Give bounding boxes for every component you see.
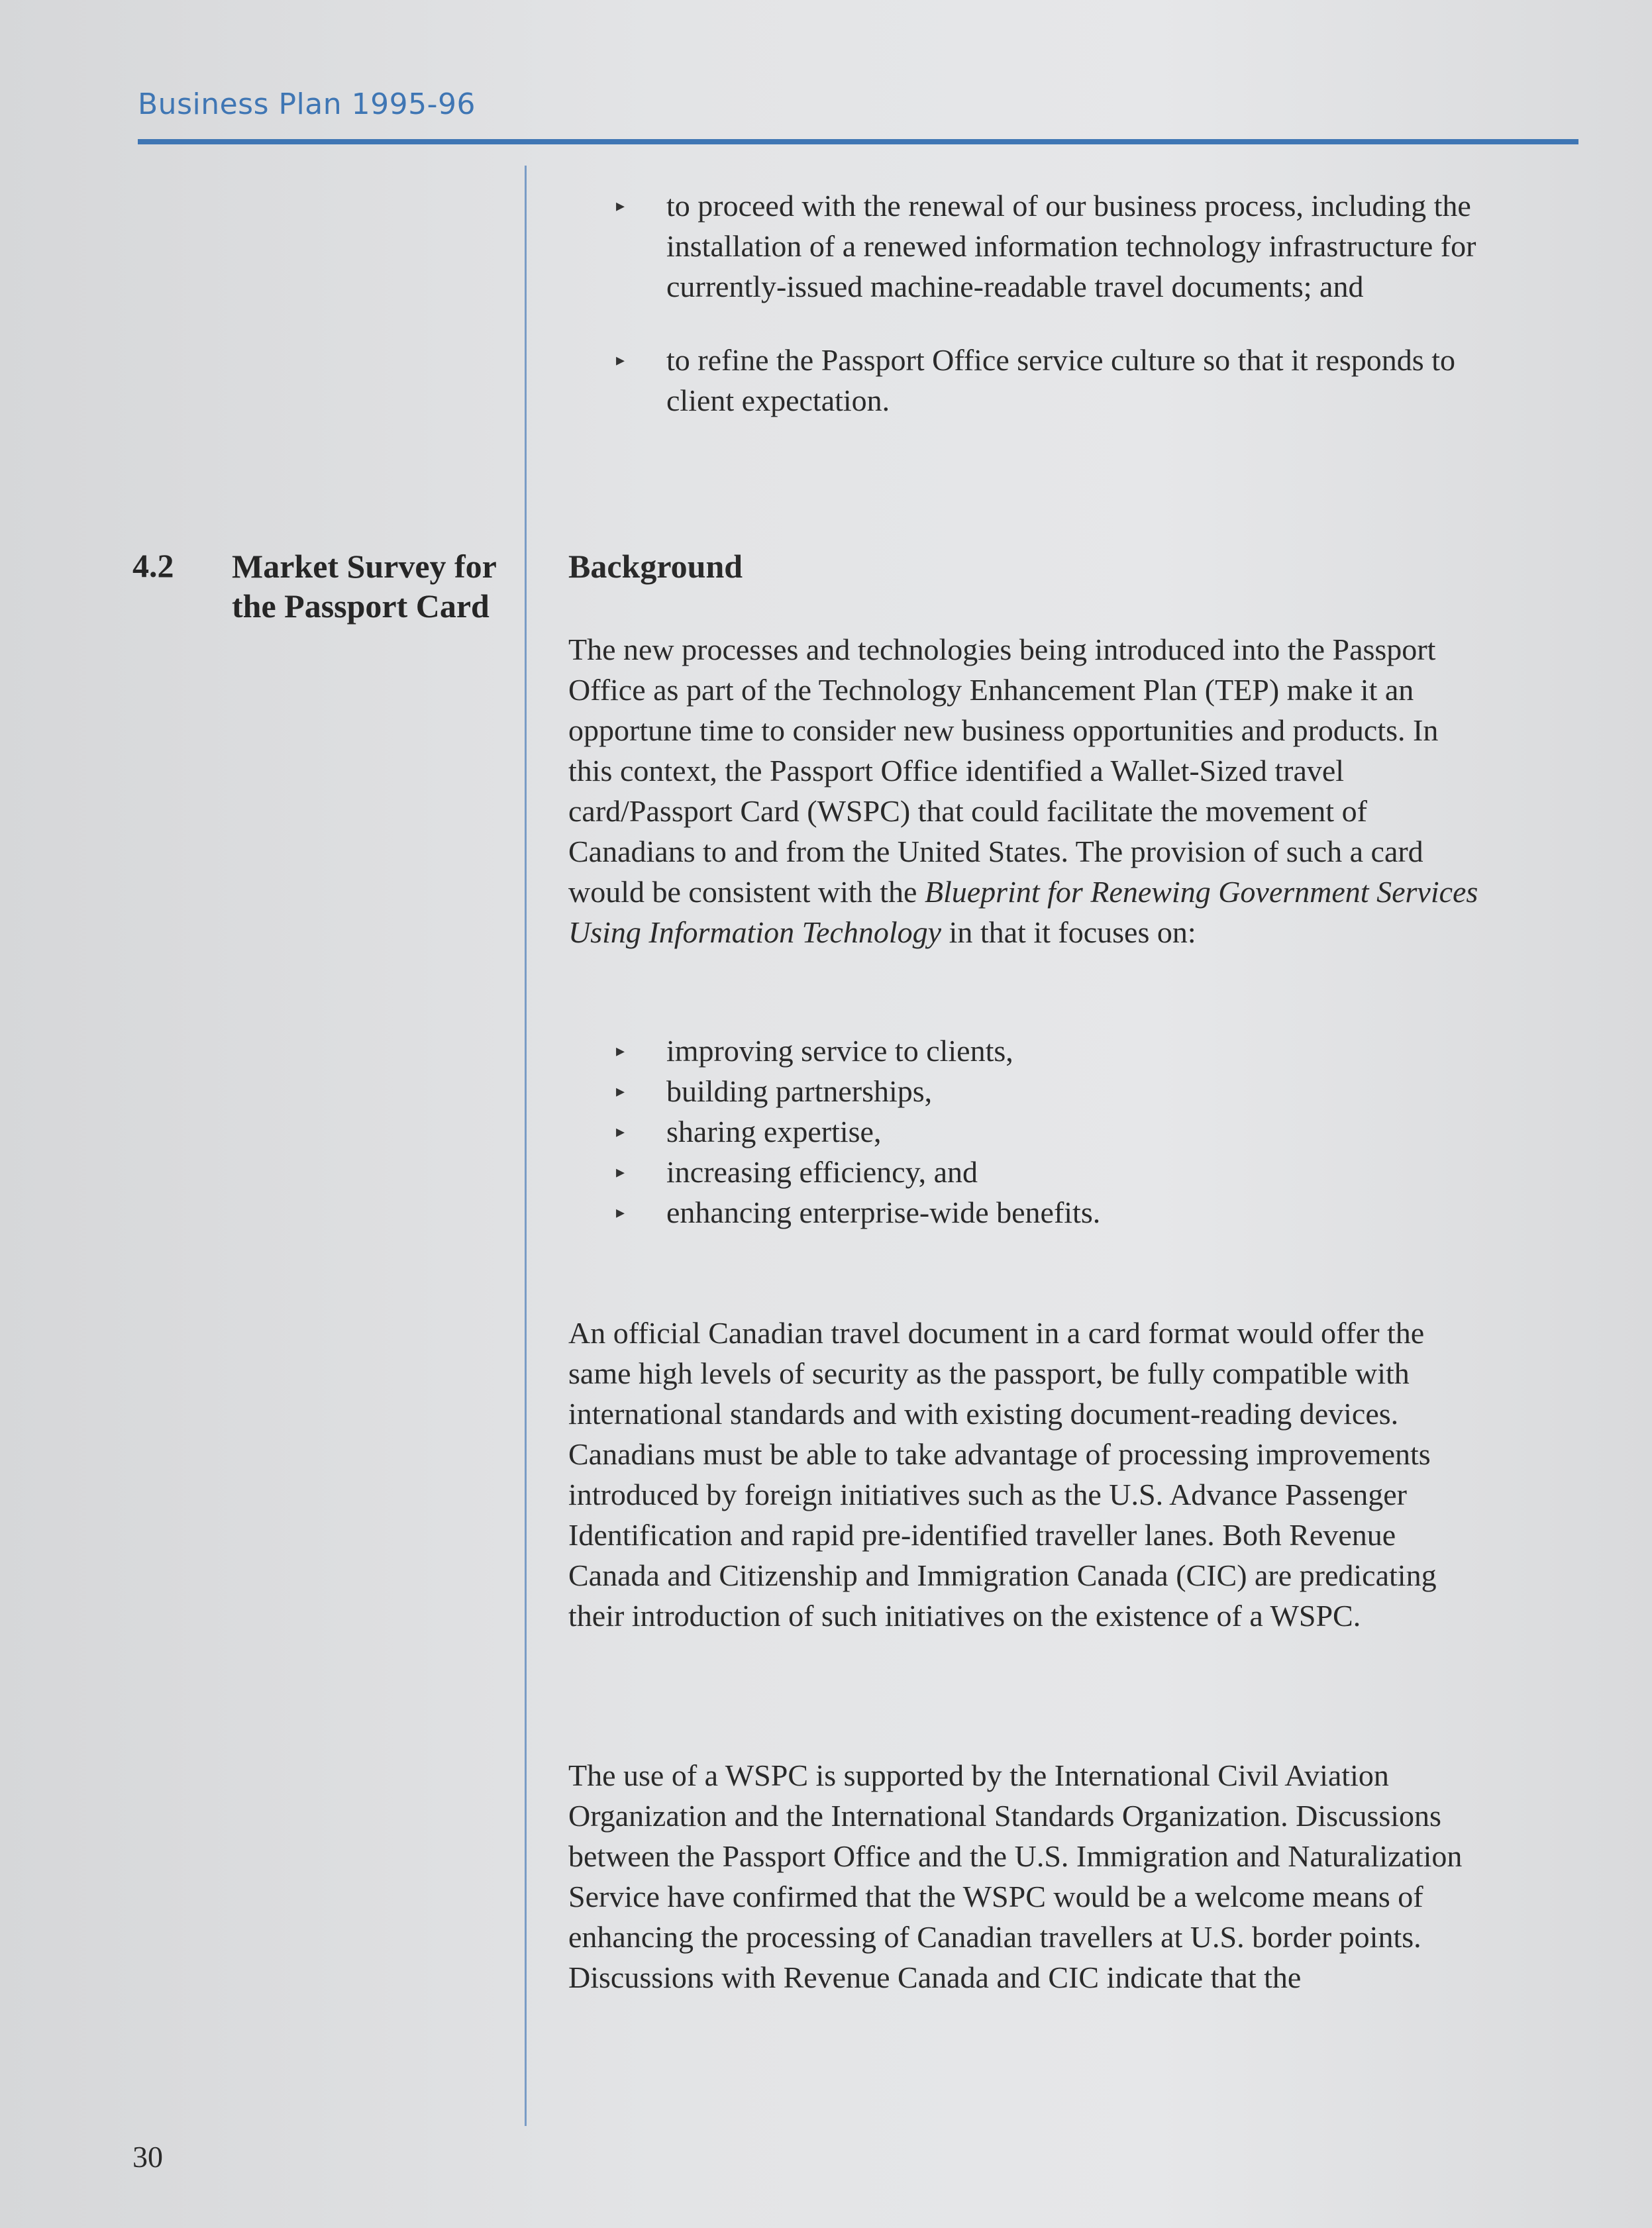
header-rule <box>138 139 1578 144</box>
bullet-triangle-icon: ▸ <box>616 1162 625 1182</box>
intro-bullet-list <box>568 185 1489 454</box>
bullet-triangle-icon: ▸ <box>616 1122 625 1141</box>
bullet-triangle-icon: ▸ <box>616 350 625 370</box>
list-item <box>568 340 1489 421</box>
list-item <box>568 185 1489 307</box>
list-item <box>568 1031 1489 1071</box>
list-item-text: building partnerships, <box>666 1074 933 1108</box>
focus-bullet-list <box>568 1031 1489 1233</box>
list-item <box>568 1071 1489 1111</box>
paragraph-text: in that it focuses on: <box>941 915 1196 949</box>
paragraph-background <box>568 629 1489 952</box>
page-number: 30 <box>132 2140 163 2174</box>
paragraph-wspc-support: The use of a WSPC is supported by the International Civil Aviation Organization and the International Standards Organization. Discussions between the Passport Office and the U.S. Immigration and Naturalization Service have confirmed that the WSPC would be a welcome means of enhancing the processing of Canadian travellers at U.S. border points. Discussions with Revenue Canada and CIC indicate that the <box>568 1758 1463 1994</box>
list-item-text: to proceed with the renewal of our business process, including the installation of a renewed information technology infrastructure for currently-issued machine-readable travel documents; and <box>666 189 1476 303</box>
list-item-text: improving service to clients, <box>666 1034 1013 1068</box>
list-item-text: increasing efficiency, and <box>666 1155 978 1189</box>
list-item <box>568 1192 1489 1233</box>
running-header-title: Business Plan 1995-96 <box>138 87 476 121</box>
list-item-text: to refine the Passport Office service culture so that it responds to client expectation. <box>666 343 1455 417</box>
bullet-triangle-icon: ▸ <box>616 196 625 215</box>
list-item-text: sharing expertise, <box>666 1115 882 1148</box>
bullet-triangle-icon: ▸ <box>616 1082 625 1101</box>
list-item <box>568 1152 1489 1192</box>
bullet-triangle-icon: ▸ <box>616 1203 625 1222</box>
section-title: Market Survey for the Passport Card <box>232 548 496 625</box>
section-number: 4.2 <box>132 547 174 584</box>
list-item <box>568 1111 1489 1152</box>
paragraph-text: The new processes and technologies being introduced into the Passport Office as part of the Technology Enhancement Plan (TEP) make it an opportune time to consider new business opportunities and products. In this context, the Passport Office identified a Wallet-Sized travel card/Passport Card (WSPC) that could facilitate the movement of Canadians to and from the United States. The provision of such a card would be consistent with the <box>568 633 1439 909</box>
bullet-triangle-icon: ▸ <box>616 1041 625 1060</box>
paragraph-card-format: An official Canadian travel document in a card format would offer the same high levels of security as the passport, be fully compatible with international standards and with existing document-reading devices. Canadians must be able to take advantage of processing improvements introduced by foreign initiatives such as the U.S. Advance Passenger Identification and rapid pre-identified traveller lanes. Both Revenue Canada and Citizenship and Immigration Canada (CIC) are predicating their introduction of such initiatives on the existence of a WSPC. <box>568 1316 1437 1633</box>
publication-title: Blueprint for Renewing Government Services Using Information Technology <box>568 875 1478 949</box>
column-divider <box>525 166 527 2126</box>
list-item-text: enhancing enterprise-wide benefits. <box>666 1195 1101 1229</box>
subheading: Background <box>568 548 743 585</box>
